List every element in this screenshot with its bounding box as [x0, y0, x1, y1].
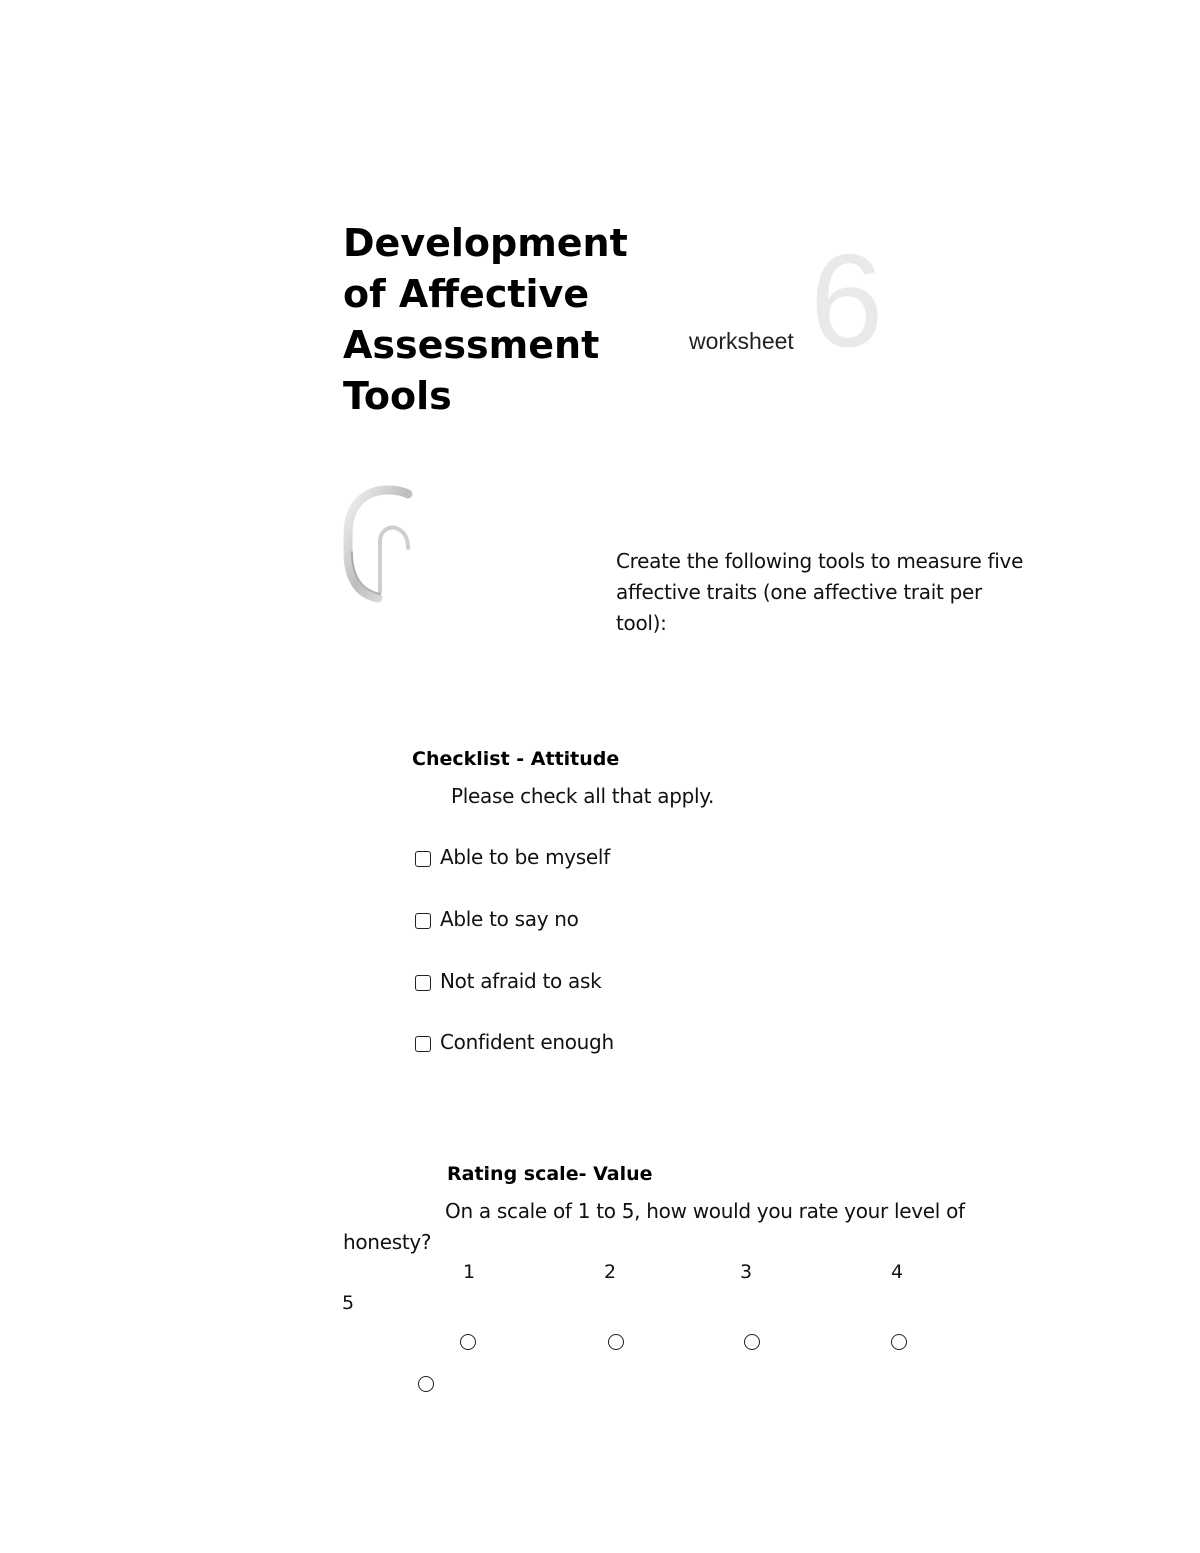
checklist-item-label: Able to say no	[440, 907, 579, 931]
rating-heading: Rating scale- Value	[447, 1163, 653, 1185]
radio-icon[interactable]	[891, 1334, 907, 1350]
checkbox-icon[interactable]	[415, 851, 431, 867]
checkbox-icon[interactable]	[415, 913, 431, 929]
checklist-item[interactable]	[415, 1030, 614, 1054]
checklist-item[interactable]	[415, 969, 601, 993]
paperclip-icon	[340, 482, 420, 607]
rating-option-label-3: 3	[740, 1261, 753, 1283]
checklist-item-label: Not afraid to ask	[440, 969, 602, 993]
intro-text: Create the following tools to measure five affective traits (one affective trait per tool):	[616, 549, 1024, 635]
title-line-4: Tools	[343, 374, 452, 418]
radio-icon[interactable]	[608, 1334, 624, 1350]
checkbox-icon[interactable]	[415, 1036, 431, 1052]
rating-option-label-4: 4	[891, 1261, 904, 1283]
checklist-item[interactable]	[415, 907, 579, 931]
checklist-item[interactable]	[415, 845, 610, 869]
title-line-1: Development	[343, 221, 628, 265]
title-line-2: of Affective	[343, 272, 590, 316]
checklist-heading: Checklist - Attitude	[412, 748, 620, 770]
page-title	[343, 218, 673, 422]
rating-question: On a scale of 1 to 5, how would you rate your level of honesty?	[343, 1199, 965, 1254]
title-line-3: Assessment	[343, 323, 600, 367]
rating-option-label-2: 2	[604, 1261, 617, 1283]
checkbox-icon[interactable]	[415, 975, 431, 991]
radio-icon[interactable]	[460, 1334, 476, 1350]
worksheet-label: worksheet	[689, 328, 794, 354]
rating-option-label-5: 5	[342, 1292, 355, 1314]
radio-icon[interactable]	[418, 1376, 434, 1392]
worksheet-number: 6	[810, 227, 884, 374]
checklist-instruction: Please check all that apply.	[451, 784, 715, 808]
checklist-item-label: Able to be myself	[440, 845, 610, 869]
rating-option-label-1: 1	[463, 1261, 476, 1283]
radio-icon[interactable]	[744, 1334, 760, 1350]
checklist-item-label: Confident enough	[440, 1030, 614, 1054]
